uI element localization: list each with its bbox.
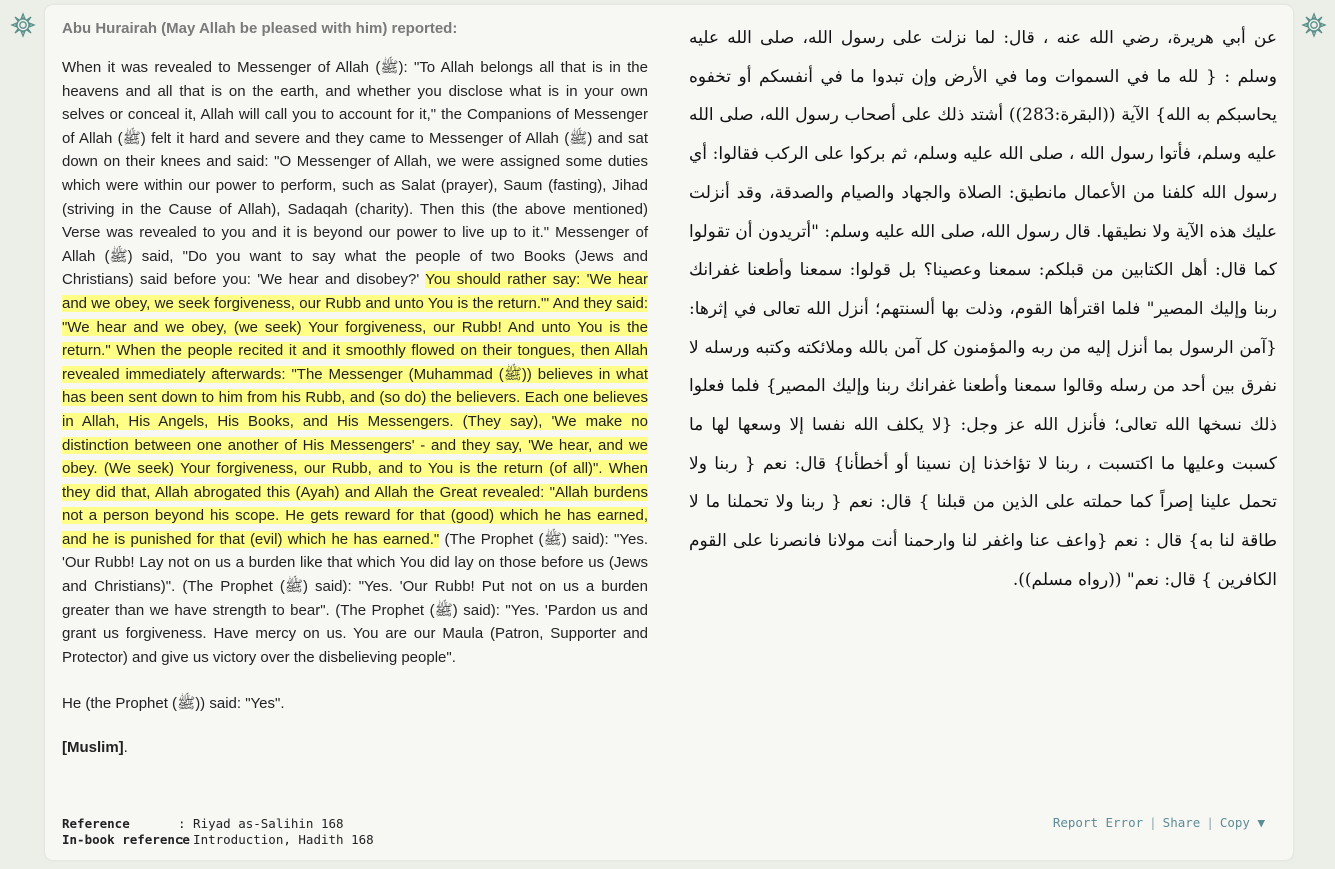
inbook-reference-label: In-book reference <box>62 832 190 847</box>
hadith-source <box>62 739 648 756</box>
hadith-actions <box>1053 815 1265 830</box>
text-after-highlight: (The Prophet (ﷺ) said): "Yes. 'Our Rubb! Lay not on us a burden like that which You did lay on those before us (Jews and Christians)". (The Prophet (ﷺ) said): "Yes. 'Our Rubb! Put not on us a burden greater than we have strength to bear". (The Prophet (ﷺ) said): "Yes. 'Pardon us and grant us forgiveness. Have mercy on us. You are our Maula (Patron, Supporter and Protector) and give us victory over the disbelieving people". <box>62 530 648 666</box>
separator: | <box>1206 815 1214 830</box>
english-hadith <box>62 19 648 756</box>
reference-value: : Riyad as-Salihin 168 <box>178 816 344 831</box>
inbook-reference-row <box>62 832 374 848</box>
share-link[interactable]: Share <box>1162 815 1201 830</box>
arabic-hadith-text: عن أبي هريرة، رضي الله عنه ، قال: لما نزلت على رسول الله، صلى الله عليه وسلم : { لله ما في السموات وما في الأرض وإن تبدوا ما في أنفسكم أو تخفوه يحاسبكم به الله} الآية ((البقرة:283)) أشتد ذلك على أصحاب رسول الله، صلى الله عليه وسلم، فأتوا رسول الله ، صلى الله عليه وسلم، ثم بركوا على الركب فقالوا: أي رسول الله كلفنا من الأعمال مانطيق: الصلاة والجهاد والصيام والصدقة، وقد أنزلت عليك هذه الآية ولا نطيقها. قال رسول الله، صلى الله عليه وسلم: "أتريدون أن تقولوا كما قال: أهل الكتابين من قبلكم: سمعنا وعصينا؟ بل قولوا: سمعنا وأطعنا غفرانك ربنا وإليك المصير" فلما اقترأها القوم، وذلت بها ألسنتهم؛ أنزل الله تعالى في إثرها: {آمن الرسول بما أنزل إليه من ربه والمؤمنون كل آمن بالله وملائكته وكتبه ورسله لا نفرق بين أحد من رسله وقالوا سمعنا وأطعنا غفرانك ربنا وإليك المصير} فلما فعلوا ذلك نسخها الله تعالى؛ فأنزل الله عز وجل: {لا يكلف الله نفسا إلا وسعها لها ما كسبت وعليها ما اكتسبت ، ربنا لا تؤاخذنا إن نسينا أو أخطأنا} قال: نعم { ربنا ولا تحمل علينا إصراً كما حملته على الذين من قبلنا } قال: نعم { ربنا ولا تحملنا ما لا طاقة لنا به} قال : نعم {واعف عنا واغفر لنا وارحمنا أنت مولانا فانصرنا على القوم الكافرين } قال: نعم" ((رواه مسلم)). <box>689 28 1277 590</box>
flower-ornament-icon <box>1301 12 1327 38</box>
flower-ornament-icon <box>10 12 36 38</box>
source-period: . <box>123 739 128 757</box>
reference-row <box>62 816 374 832</box>
highlighted-text: You should rather say: 'We hear and we obey, we seek forgiveness, our Rubb and unto You is the return."' And they said: "We hear and we obey, (we seek) Your forgiveness, our Rubb! And unto You is the return." When the people recited it and it smoothly flowed on their tongues, then Allah revealed immediately afterwards: "The Messenger (Muhammad (ﷺ)) believes in what has been sent down to him from his Rubb, and (so do) the believers. Each one believes in Allah, His Angels, His Books, and His Messengers. (They say), 'We make no distinction between one another of His Messengers' - and they say, 'We hear, and we obey. (We seek) Your forgiveness, our Rubb, and to You is the return (of all)". When they did that, Allah abrogated this (Ayah) and Allah the Great revealed: "Allah burdens not a person beyond his scope. He gets reward for that (good) which he has earned, and he is punished for that (evil) which he has earned." <box>62 271 648 548</box>
hadith-english-text <box>62 56 648 669</box>
text-before-highlight: When it was revealed to Messenger of Allah (ﷺ): "To Allah belongs all that is in the heavens and all that is on the earth, and whether you disclose what is in your own selves or conceal it, Allah will call you to account for it," the Companions of Messenger of Allah (ﷺ) felt it hard and severe and they came to Messenger of Allah (ﷺ) and sat down on their knees and said: "O Messenger of Allah, we were assigned some duties which were within our power to perform, such as Salat (prayer), Saum (fasting), Jihad (striving in the Cause of Allah), Sadaqah (charity). Then this (the above mentioned) Verse was revealed to you and it is beyond our power to live up to it." Messenger of Allah (ﷺ) said, "Do you want to say what the people of two Books (Jews and Christians) said before you: 'We hear and disobey?' <box>62 59 648 289</box>
hadith-card <box>45 5 1293 860</box>
narrator-line: Abu Hurairah (May Allah be pleased with him) reported: <box>62 20 458 37</box>
inbook-reference-value: : Introduction, Hadith 168 <box>178 832 374 847</box>
source-name: [Muslim] <box>62 739 124 757</box>
references <box>62 816 374 848</box>
prophet-yes-line: He (the Prophet (ﷺ)) said: "Yes". <box>62 695 285 713</box>
reference-label: Reference <box>62 816 130 831</box>
separator: | <box>1149 815 1157 830</box>
copy-dropdown[interactable]: Copy ▼ <box>1219 815 1265 830</box>
report-error-link[interactable]: Report Error <box>1052 815 1144 830</box>
